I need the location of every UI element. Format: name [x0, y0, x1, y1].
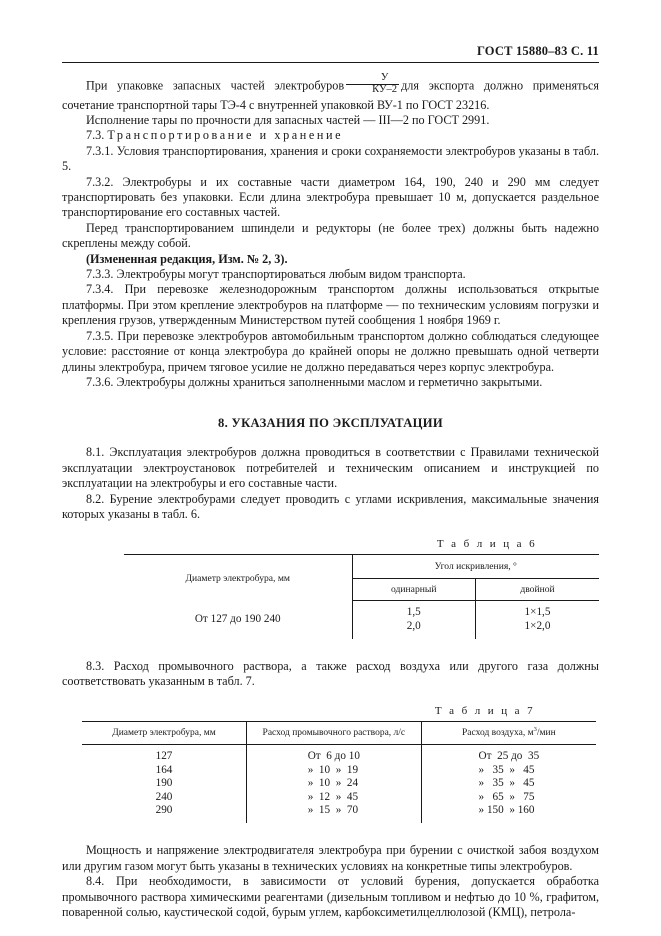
table-6-cell-diameter: [124, 601, 352, 639]
table-6-header-angle-group: Угол искривления, °: [352, 555, 599, 579]
heading-7-3-number: 7.3.: [86, 128, 105, 143]
table-7-air-3: » 65 » 75: [478, 790, 535, 803]
paragraph-revision-note: (Измененная редакция, Изм. № 2, 3).: [86, 251, 288, 266]
paragraph-8-2: 8.2. Бурение электробурами следует проводить с углами искривления, максимальные значения которых указаны в табл. 6.: [62, 491, 599, 521]
table-7-body: [82, 745, 596, 824]
table-7-header-mud-flow: Расход промывочного раствора, л/с: [246, 722, 421, 745]
table-7-mud-3: » 12 » 45: [307, 790, 359, 803]
table-7-mud-0: От 6 до 10: [307, 750, 360, 763]
table-6-caption: Т а б л и ц а 6: [436, 538, 537, 551]
table-7-wrapper: [82, 721, 596, 823]
table-7-air-stack: [479, 750, 540, 817]
table-7-mud-1: » 10 » 19: [307, 763, 359, 776]
paragraph-power: Мощность и напряжение электродвигателя электробура при бурении с очисткой забоя воздухом или другим газом могут быть указаны в технических условиях на конкретные типы электробуров.: [62, 843, 599, 873]
paragraph-7-3-4: 7.3.4. При перевозке железнодорожным транспортом должны использоваться открытые платформы. При этом крепление электробуров на платформе — по техническим условиям погрузки и крепления грузов, утвержденным Министерством путей сообщения 1 ноября 1969 г.: [62, 282, 599, 328]
heading-7-3: [62, 128, 599, 143]
table-6-header-double: двойной: [476, 579, 600, 601]
table-6-header-diameter: Диаметр электробура, мм: [185, 572, 290, 584]
packing-text-before: При упаковке запасных частей электробуров: [86, 78, 345, 93]
table-6-header-single: одинарный: [352, 579, 476, 601]
table-7-mud-2: » 10 » 24: [307, 777, 359, 790]
table-7-header-air-flow: [421, 722, 596, 745]
paragraph-7-3-3: 7.3.3. Электробуры могут транспортироваться любым видом транспорта.: [86, 267, 466, 282]
paragraph-7-3-5: 7.3.5. При перевозке электробуров автомобильным транспортом должно соблюдаться следующее условие: расстояние от конца электробура до крайней опоры не должно превышать одной четверти длины электробура, причем тяговое усилие не должно передаваться через корпус электробура.: [62, 328, 599, 374]
table-6-diameter-0: От 127 до 190: [194, 612, 262, 625]
table-7-cell-air-flow: [421, 745, 596, 824]
table-7-cell-mud-flow: [246, 745, 421, 824]
table-7-diameter-stack: [156, 750, 173, 817]
spacer-after-section-heading: [62, 431, 599, 445]
fraction-u-ku2: [346, 73, 399, 96]
paragraph-8-1: 8.1. Эксплуатация электробуров должна проводиться в соответствии с Правилами технической эксплуатации электроустановок потребителей и техническим описанием и инструкцией по эксплуатации на электробуры и его составные части.: [62, 445, 599, 491]
spacer-after-table-7: [62, 823, 599, 843]
table-7-diameter-1: 164: [155, 763, 173, 776]
paragraph-8-3: 8.3. Расход промывочного раствора, а также расход воздуха или другого газа должны соответствовать указанным в табл. 7.: [62, 658, 599, 688]
table-row: [82, 745, 596, 824]
paragraph-8-4: 8.4. При необходимости, в зависимости от условий бурения, допускается обработка промывочного раствора химическими реагентами (дизельным топливом и нефтью до 10 %, графитом, поваренной солью, каустической содой, бурым углем, карбоксиметилцеллюлозой (КМЦ), петрола-: [62, 874, 599, 919]
table-6-diameter-1: 240: [263, 612, 281, 625]
table-6-cell-double: [476, 601, 600, 639]
section-8-heading: 8. УКАЗАНИЯ ПО ЭКСПЛУАТАЦИИ: [218, 416, 443, 431]
heading-7-3-label: Транспортирование и хранение: [107, 128, 344, 143]
table-7-caption: Т а б л и ц а 7: [434, 705, 535, 718]
spacer-after-table-6: [62, 639, 599, 659]
paragraph-7-3-6: 7.3.6. Электробуры должны храниться заполненными маслом и герметично закрытыми.: [86, 374, 543, 389]
table-7-header-row: [82, 722, 596, 745]
table-7-air-2: » 35 » 45: [478, 777, 535, 790]
table-6-double-0: 1×1,5: [524, 606, 551, 619]
page-content: [62, 44, 599, 920]
table-row: [124, 601, 599, 639]
table-6-header-row-1: [124, 555, 599, 579]
table-7-diameter-0: 127: [155, 750, 173, 763]
table-6-double-1: 1×2,0: [524, 619, 551, 632]
table-6-diameter-stack: [195, 613, 281, 627]
table-7-cell-diameter: [82, 745, 246, 824]
table-7-diameter-3: 240: [155, 790, 173, 803]
table-7-air-0: От 25 до 35: [478, 750, 540, 763]
table-7-air-4: » 150 » 160: [478, 803, 535, 816]
table-6-cell-single: [352, 601, 476, 639]
fraction-denominator: КУ–2: [346, 84, 399, 96]
table-7-head: [82, 722, 596, 745]
paragraph-strength: Исполнение тары по прочности для запасных частей — III—2 по ГОСТ 2991.: [86, 113, 490, 127]
table-7-header-air-pre: Расход воздуха, м: [462, 728, 534, 739]
table-6-body: [124, 601, 599, 639]
page-header: ГОСТ 15880–83 С. 11: [476, 44, 599, 58]
packing-text-after: для экспорта должно применяться сочетание транспортной тары ТЭ-4 с внутренней упаковкой ВУ-1 по ГОСТ 23216.: [62, 78, 599, 112]
table-7-header-diameter: Диаметр электробура, мм: [82, 722, 246, 745]
table-7: [82, 721, 596, 823]
table-6-head: [124, 555, 599, 601]
table-6-single-0: 1,5: [406, 606, 421, 619]
table-7-air-1: » 35 » 45: [478, 763, 535, 776]
table-6: [124, 554, 599, 638]
table-6-single-stack: [407, 606, 421, 633]
fraction-numerator: У: [380, 72, 389, 84]
paragraph-spindles: Перед транспортированием шпиндели и редукторы (не более трех) должны быть надежно скреплены между собой.: [62, 220, 599, 251]
table-7-header-air-post: /мин: [536, 728, 556, 739]
table-6-wrapper: [124, 554, 599, 638]
table-6-single-1: 2,0: [406, 619, 421, 632]
header-divider: [62, 62, 599, 63]
paragraph-7-3-2: 7.3.2. Электробуры и их составные части диаметром 164, 190, 240 и 290 мм следует транспортировать без упаковки. Если длина электробура превышает 10 м, допускается раздельное транспортирование его составных частей.: [62, 174, 599, 220]
table-7-header-air-sup: 3: [533, 726, 537, 734]
table-7-mud-stack: [308, 750, 360, 817]
table-7-mud-4: » 15 » 70: [307, 803, 359, 816]
paragraph-7-3-1: 7.3.1. Условия транспортирования, хранения и сроки сохраняемости электробуров указаны в табл. 5.: [62, 143, 599, 174]
table-7-diameter-4: 290: [155, 803, 173, 816]
table-7-diameter-2: 190: [155, 777, 173, 790]
paragraph-packing: [62, 72, 599, 113]
table-6-double-stack: [525, 606, 551, 633]
